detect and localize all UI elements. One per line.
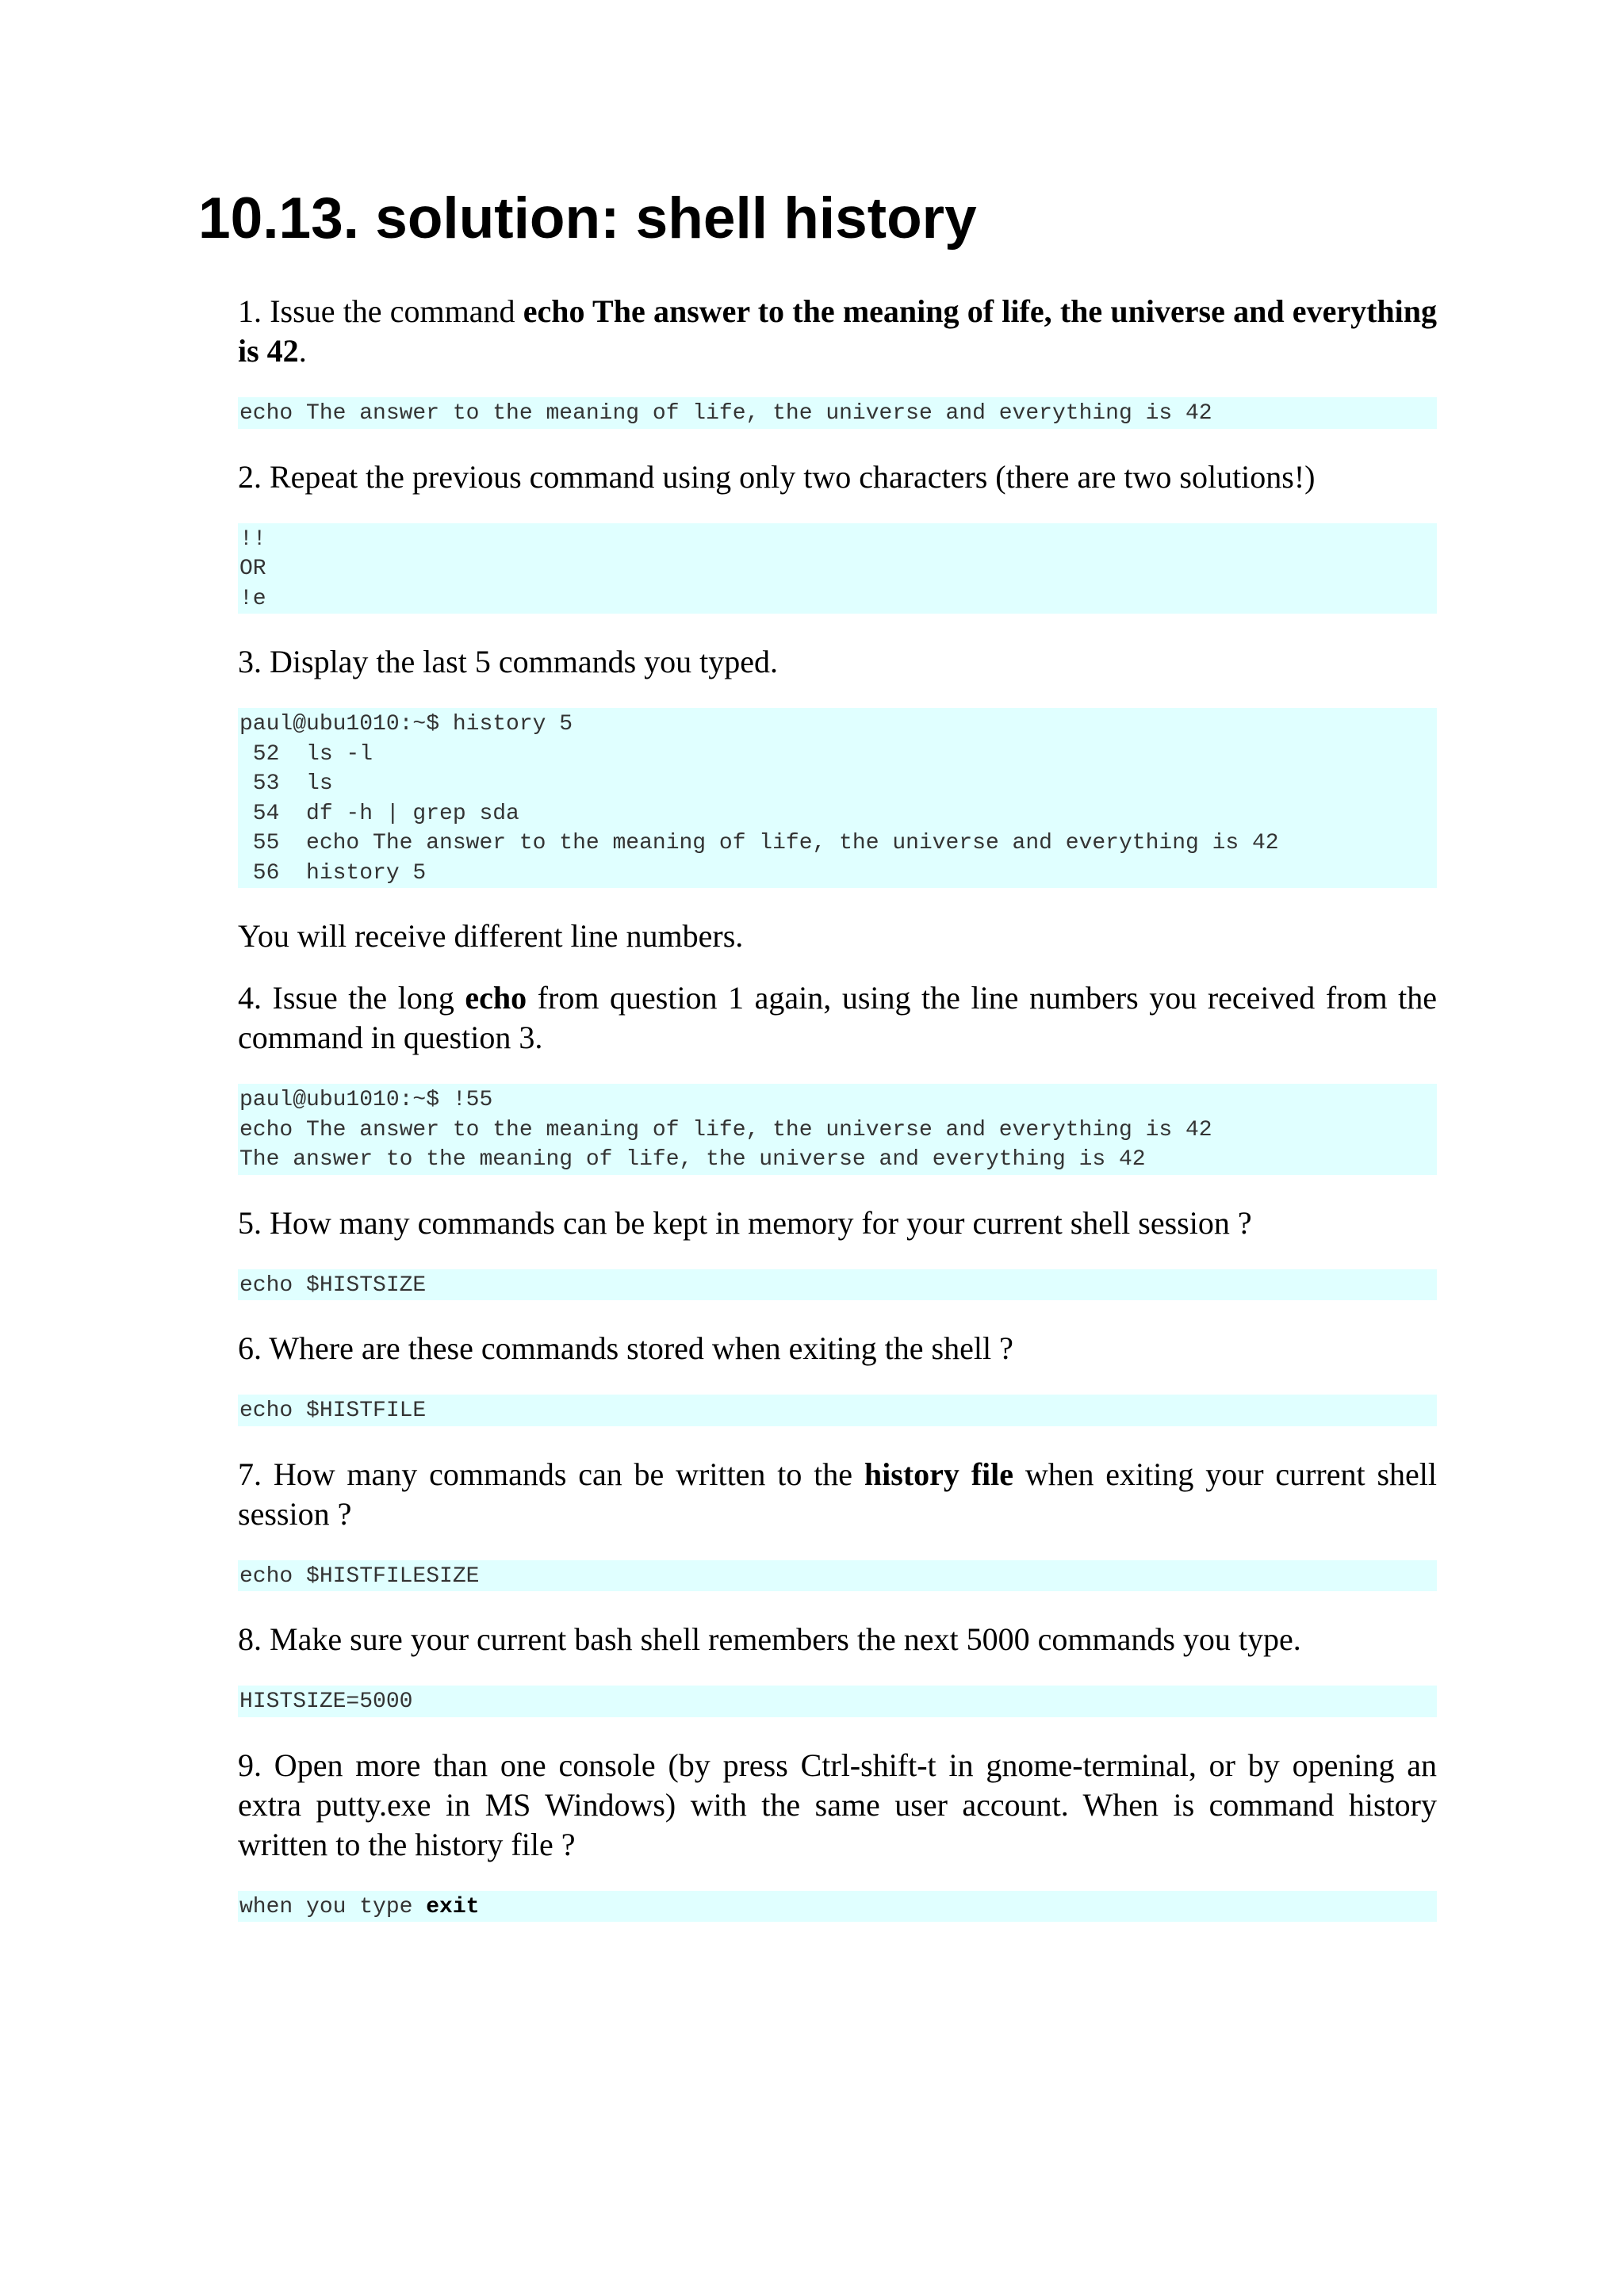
- question-5: 5. How many commands can be kept in memory for your current shell session ?: [238, 1204, 1252, 1241]
- code-block-4: [238, 1084, 1437, 1175]
- question-7: [238, 1455, 1437, 1534]
- question-9: 9. Open more than one console (by press Ctrl-shift-t in gnome-terminal, or by opening an extra putty.exe in MS Windows) with the same user account. When is command history written to the history file ?: [238, 1747, 1437, 1862]
- question-1-text: 1. Issue the command: [238, 293, 523, 329]
- code-line: !e: [239, 586, 266, 611]
- question-2: 2. Repeat the previous command using only two characters (there are two solutions!): [238, 458, 1316, 495]
- page-title: 10.13. solution: shell history: [198, 186, 977, 251]
- code-block-3: [238, 708, 1437, 888]
- code-line: 55 echo The answer to the meaning of life, the universe and everything is 42: [239, 831, 1279, 855]
- question-1-command: echo The answer to the meaning of life, the universe and everything is 42: [238, 293, 1437, 369]
- code-line: OR: [239, 557, 266, 581]
- question-6: 6. Where are these commands stored when exiting the shell ?: [238, 1330, 1013, 1366]
- code-block-6: echo $HISTFILE: [238, 1395, 1437, 1426]
- code-line: The answer to the meaning of life, the universe and everything is 42: [239, 1147, 1146, 1172]
- code-line: paul@ubu1010:~$ !55: [239, 1088, 493, 1112]
- code-line: 53 ls: [239, 771, 333, 796]
- question-1: [238, 292, 1437, 371]
- question-1-end: .: [298, 333, 307, 369]
- code-block-7: echo $HISTFILESIZE: [238, 1560, 1437, 1592]
- code-line: 54 df -h | grep sda: [239, 801, 519, 826]
- question-4: [238, 978, 1437, 1058]
- code-block-2: [238, 523, 1437, 614]
- question-7-term: history file: [864, 1456, 1014, 1492]
- code-line: !!: [239, 526, 266, 552]
- solution-list: [238, 292, 1437, 1922]
- note-line-numbers: You will receive different line numbers.: [238, 918, 744, 954]
- code-block-9: [238, 1891, 1437, 1923]
- question-3: 3. Display the last 5 commands you typed.: [238, 644, 779, 679]
- code-line: echo The answer to the meaning of life, the universe and everything is 42: [239, 1117, 1212, 1142]
- code-block-8: HISTSIZE=5000: [238, 1686, 1437, 1717]
- question-7-text: 7. How many commands can be written to the: [238, 1456, 864, 1492]
- code-block-5: echo $HISTSIZE: [238, 1269, 1437, 1301]
- code-line: paul@ubu1010:~$ history 5: [239, 712, 573, 737]
- question-4-text: 4. Issue the long: [238, 980, 465, 1016]
- code-line: 56 history 5: [239, 860, 427, 886]
- question-7-end: when exiting your current shell session ?: [238, 1456, 1437, 1532]
- question-4-end: from question 1 again, using the line numbers you received from the command in question 3.: [238, 980, 1438, 1055]
- code-text: when you type: [239, 1894, 427, 1919]
- question-8: 8. Make sure your current bash shell remembers the next 5000 commands you type.: [238, 1621, 1301, 1657]
- question-4-command: echo: [465, 980, 527, 1016]
- code-line: 52 ls -l: [239, 741, 373, 767]
- code-block-1: echo The answer to the meaning of life, the universe and everything is 42: [238, 397, 1437, 429]
- code-exit-command: exit: [426, 1894, 480, 1919]
